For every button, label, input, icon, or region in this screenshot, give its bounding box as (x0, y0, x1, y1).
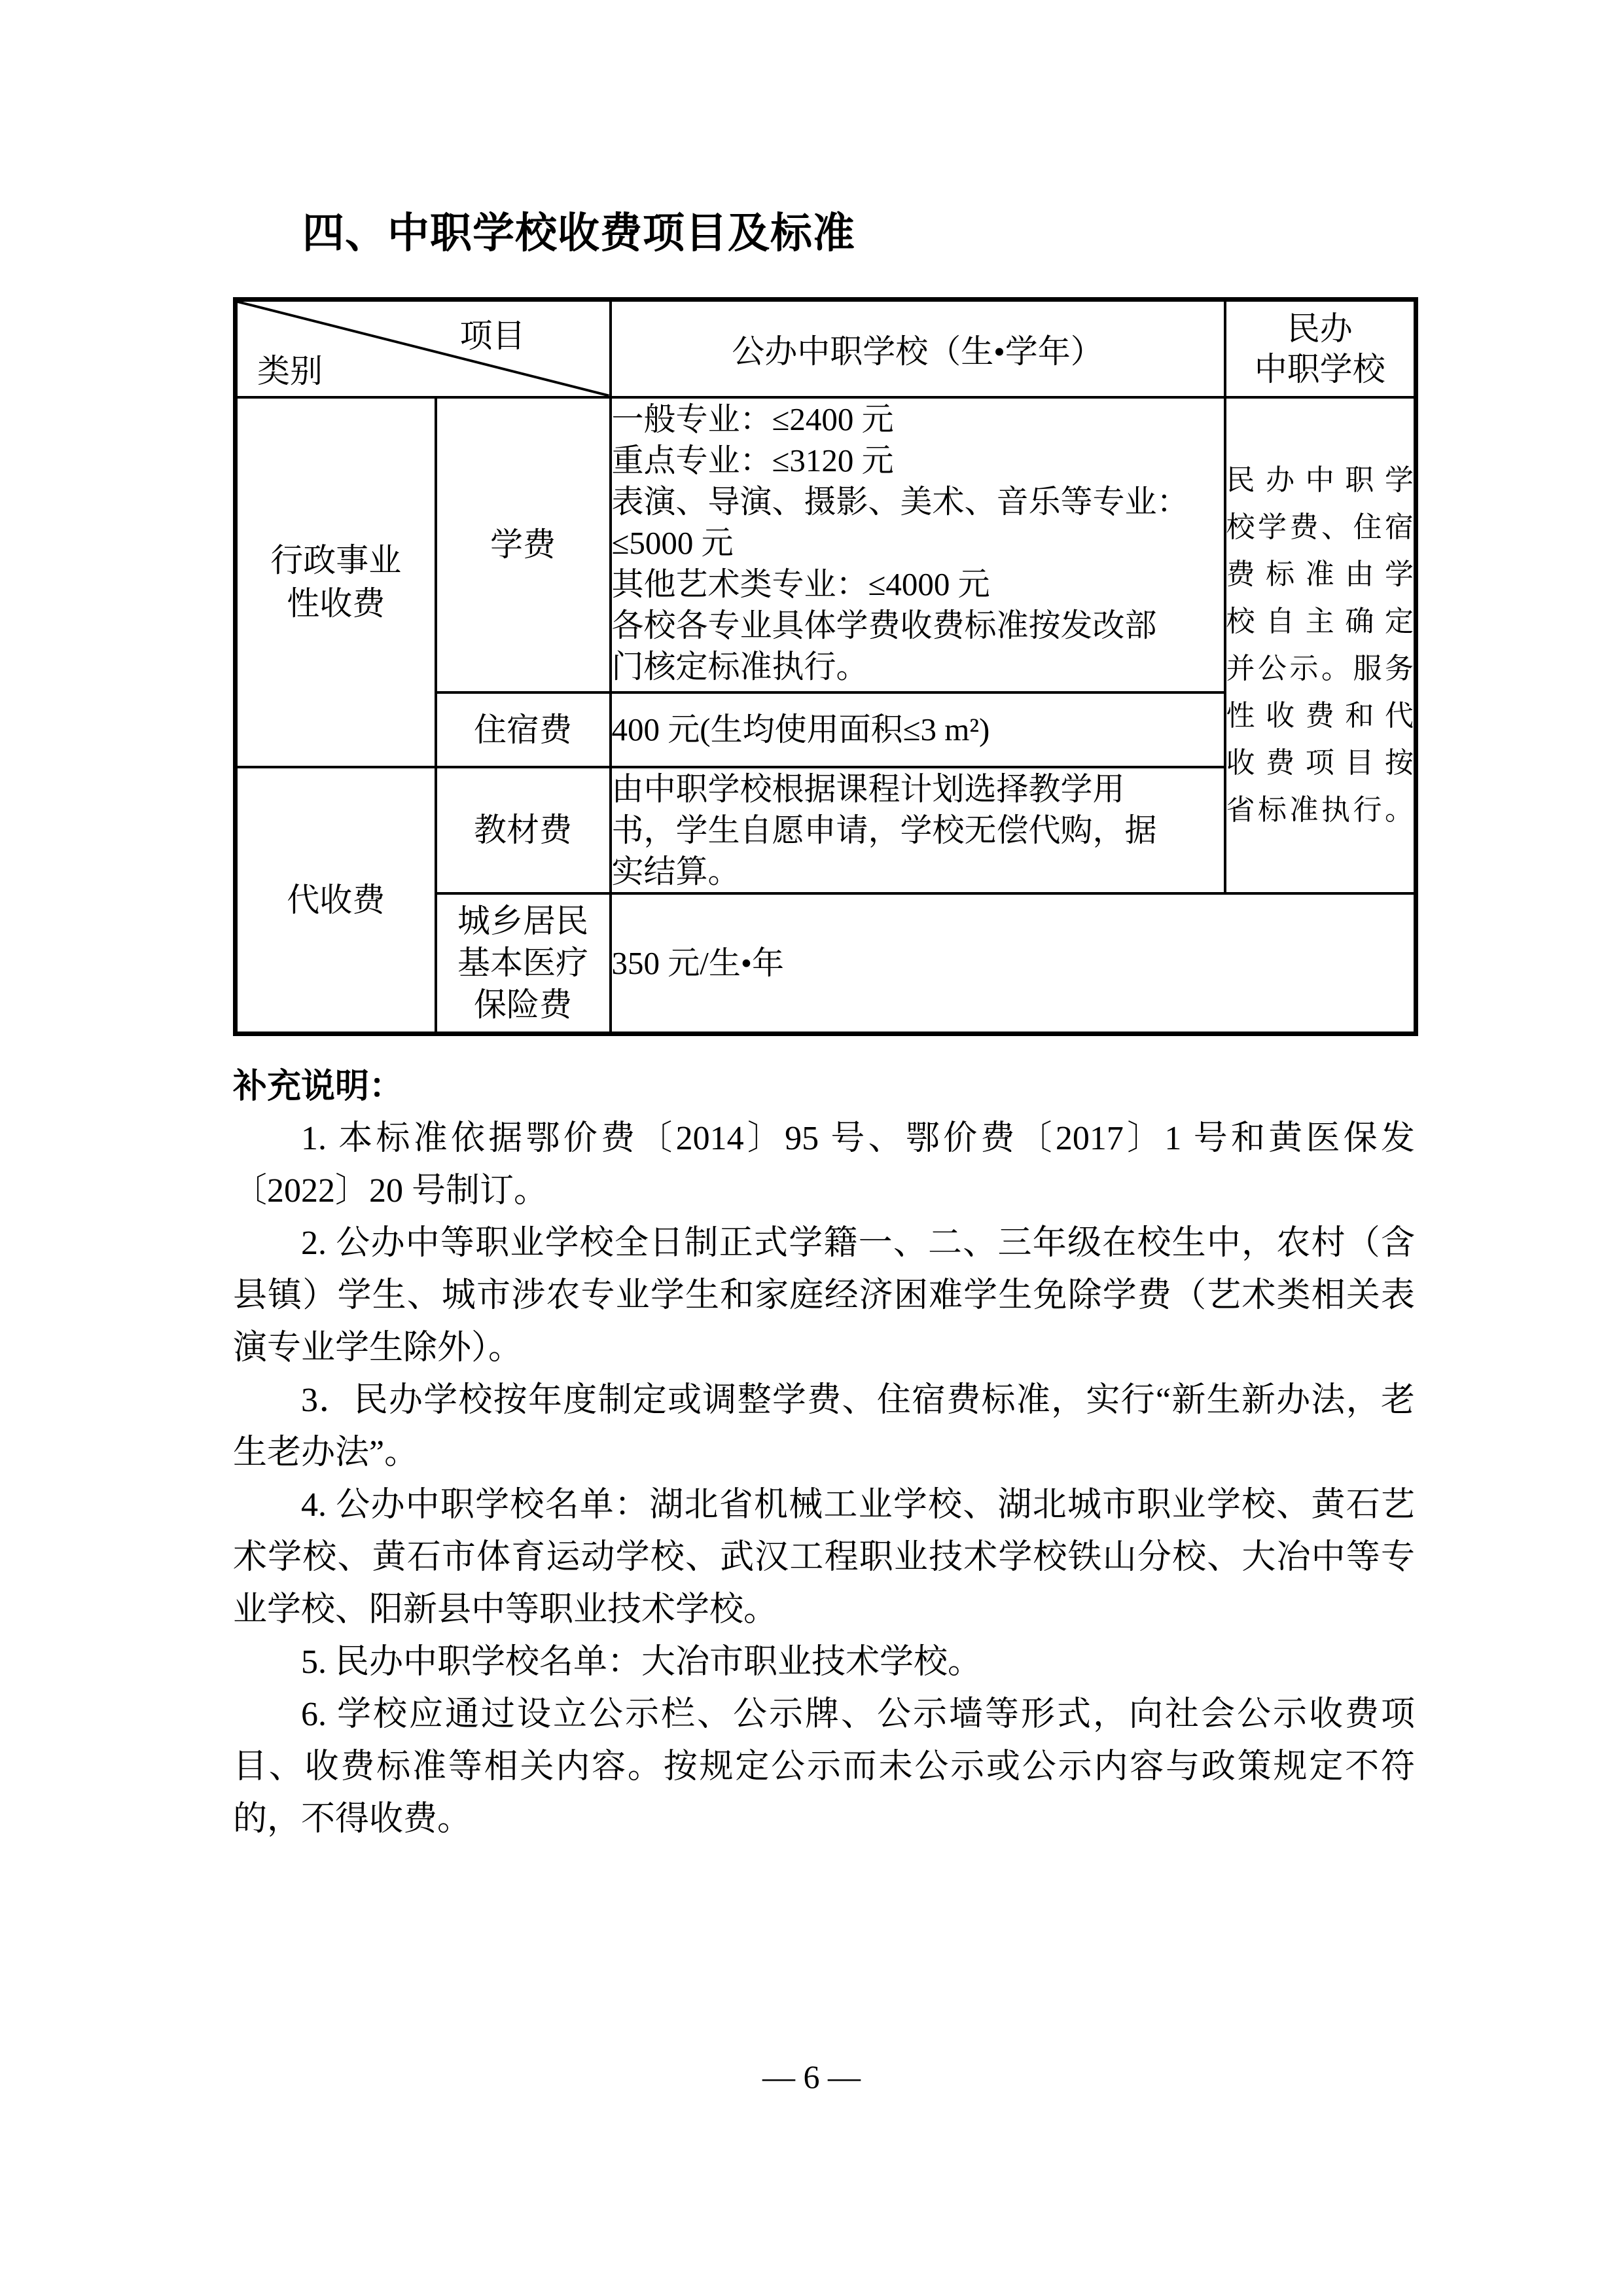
notes-items: 1. 本标准依据鄂价费〔2014〕95 号、鄂价费〔2017〕1 号和黄医保发〔2022〕20 号制订。 2. 公办中等职业学校全日制正式学籍一、二、三年级在校生中，农村（含县镇）学生、城市涉农专业学生和家庭经济困难学生免除学费（艺术类相关表演专业学生除外）。 3．民办学校按年度制定或调整学费、住宿费标准，实行“新生新办法，老生老办法”。 4. 公办中职学校名单：湖北省机械工业学校、湖北城市职业学校、黄石艺术学校、黄石市体育运动学校、武汉工程职业技术学校铁山分校、大冶中等专业学校、阳新县中等职业技术学校。 5. 民办中职学校名单：大冶市职业技术学校。 6. 学校应通过设立公示栏、公示牌、公示墙等形式，向社会公示收费项目、收费标准等相关内容。按规定公示而未公示或公示内容与政策规定不符的，不得收费。 (233, 1120, 1415, 1838)
header-public-school: 公办中职学校（生•学年） (611, 300, 1225, 397)
item-insurance: 城乡居民 基本医疗 保险费 (436, 893, 611, 1034)
category-admin-fees: 行政事业 性收费 (236, 397, 436, 767)
section-title: 四、中职学校收费项目及标准 (302, 209, 855, 257)
tuition-standard-cell: 一般专业：≤2400 元 重点专业：≤3120 元 表演、导演、摄影、美术、音乐等专业： ≤5000 元 其他艺术类专业：≤4000 元 各校各专业具体学费收费标准按发改部 门核定标准执行。 (611, 397, 1225, 692)
item-tuition: 学费 (436, 397, 611, 692)
header-project-label: 项目 (459, 317, 526, 354)
page-number: — 6 — (762, 2058, 861, 2095)
header-private-school: 民办 中职学校 (1225, 300, 1416, 397)
fee-table (233, 297, 1418, 1036)
table-header-row (236, 300, 1416, 397)
table-row-tuition (236, 397, 1416, 692)
notes-section (233, 1060, 1415, 1846)
accommodation-standard-cell: 400 元(生均使用面积≤3 m²) (611, 692, 1225, 767)
insurance-standard-cell: 350 元/生•年 (611, 893, 1416, 1034)
textbook-standard-cell: 由中职学校根据课程计划选择教学用 书，学生自愿申请，学校无偿代购，据 实结算。 (611, 767, 1225, 893)
diagonal-header-cell (236, 300, 611, 397)
item-accommodation: 住宿费 (436, 692, 611, 767)
private-school-policy-cell: 民办中职学 校学费、住宿 费标准由学 校自主确定 并公示。服务 性收费和代 收费项目按 省标准执行。 (1225, 397, 1416, 893)
notes-label: 补充说明： (233, 1067, 404, 1105)
item-textbook: 教材费 (436, 767, 611, 893)
page-footer (0, 2054, 1623, 2100)
header-category-label: 类别 (257, 352, 323, 389)
category-agency-fees: 代收费 (236, 767, 436, 1034)
